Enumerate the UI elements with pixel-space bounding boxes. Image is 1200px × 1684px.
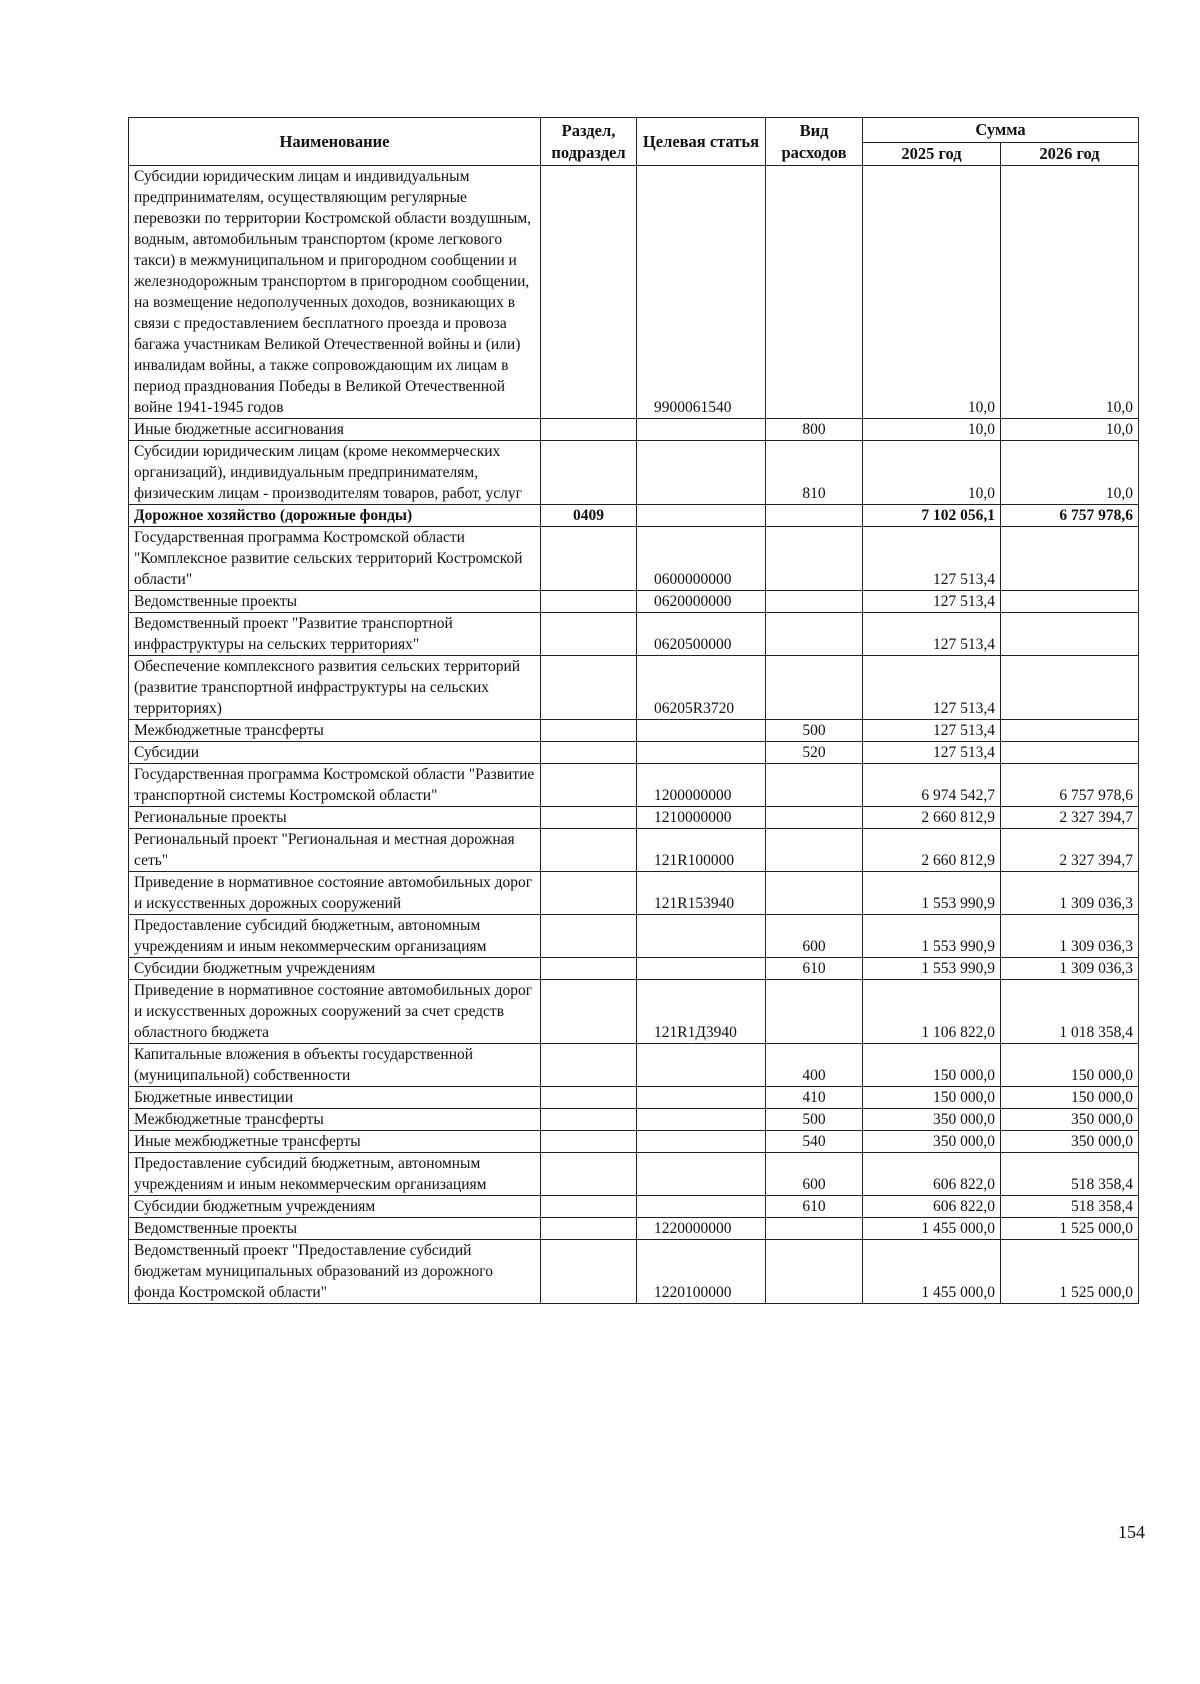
cell-y2026 [1001, 720, 1139, 742]
cell-name: Ведомственные проекты [129, 591, 541, 613]
cell-kind [766, 872, 863, 915]
cell-target: 1200000000 [637, 764, 766, 807]
cell-y2025: 350 000,0 [863, 1109, 1001, 1131]
cell-y2025: 1 553 990,9 [863, 872, 1001, 915]
cell-y2025: 1 455 000,0 [863, 1218, 1001, 1240]
cell-target: 06205R3720 [637, 656, 766, 720]
cell-y2026: 518 358,4 [1001, 1153, 1139, 1196]
cell-y2026: 150 000,0 [1001, 1087, 1139, 1109]
cell-target: 121R153940 [637, 872, 766, 915]
cell-y2026: 1 018 358,4 [1001, 980, 1139, 1044]
cell-y2026 [1001, 742, 1139, 764]
table-row [129, 720, 1139, 742]
cell-kind [766, 656, 863, 720]
cell-section: 0409 [541, 505, 637, 527]
cell-target: 0620000000 [637, 591, 766, 613]
cell-target: 0600000000 [637, 527, 766, 591]
cell-y2026: 2 327 394,7 [1001, 829, 1139, 872]
cell-kind [766, 613, 863, 656]
table-row [129, 1044, 1139, 1087]
cell-kind [766, 591, 863, 613]
cell-y2025: 1 455 000,0 [863, 1240, 1001, 1304]
cell-y2026: 10,0 [1001, 166, 1139, 419]
cell-kind: 500 [766, 720, 863, 742]
cell-section [541, 829, 637, 872]
cell-name: Региональный проект "Региональная и местная дорожная сеть" [129, 829, 541, 872]
cell-y2026: 2 327 394,7 [1001, 807, 1139, 829]
cell-target [637, 958, 766, 980]
cell-section [541, 1044, 637, 1087]
table-body [129, 166, 1139, 1304]
cell-y2026: 1 309 036,3 [1001, 872, 1139, 915]
cell-section [541, 742, 637, 764]
cell-y2025: 1 106 822,0 [863, 980, 1001, 1044]
cell-target [637, 742, 766, 764]
cell-name: Капитальные вложения в объекты государственной (муниципальной) собственности [129, 1044, 541, 1087]
cell-y2026: 150 000,0 [1001, 1044, 1139, 1087]
table-row [129, 527, 1139, 591]
cell-name: Субсидии юридическим лицам (кроме некоммерческих организаций), индивидуальным предпринимателям, физическим лицам - производителям товаров, работ, услуг [129, 441, 541, 505]
cell-section [541, 166, 637, 419]
header-name: Наименование [129, 118, 541, 166]
cell-target: 121R100000 [637, 829, 766, 872]
cell-y2025: 127 513,4 [863, 591, 1001, 613]
page-number: 154 [1118, 1522, 1145, 1542]
cell-name: Субсидии бюджетным учреждениям [129, 1196, 541, 1218]
table-row [129, 742, 1139, 764]
cell-kind: 610 [766, 1196, 863, 1218]
table-row [129, 441, 1139, 505]
table-row [129, 166, 1139, 419]
table-row [129, 1131, 1139, 1153]
cell-name: Региональные проекты [129, 807, 541, 829]
cell-name: Государственная программа Костромской области "Развитие транспортной системы Костромской области" [129, 764, 541, 807]
cell-y2025: 6 974 542,7 [863, 764, 1001, 807]
table-row [129, 1109, 1139, 1131]
cell-section [541, 1087, 637, 1109]
cell-y2026 [1001, 591, 1139, 613]
cell-kind: 520 [766, 742, 863, 764]
cell-kind: 500 [766, 1109, 863, 1131]
cell-target: 1220000000 [637, 1218, 766, 1240]
cell-target [637, 915, 766, 958]
table-row [129, 419, 1139, 441]
header-kind: Вид расходов [766, 118, 863, 166]
cell-section [541, 807, 637, 829]
cell-y2026 [1001, 527, 1139, 591]
cell-kind [766, 166, 863, 419]
cell-kind [766, 980, 863, 1044]
cell-y2025: 127 513,4 [863, 720, 1001, 742]
cell-name: Субсидии бюджетным учреждениям [129, 958, 541, 980]
cell-y2025: 127 513,4 [863, 656, 1001, 720]
header-section: Раздел, подраздел [541, 118, 637, 166]
table-row [129, 1240, 1139, 1304]
cell-kind: 410 [766, 1087, 863, 1109]
table-row [129, 591, 1139, 613]
cell-y2025: 150 000,0 [863, 1087, 1001, 1109]
cell-y2025: 2 660 812,9 [863, 807, 1001, 829]
cell-y2026: 6 757 978,6 [1001, 764, 1139, 807]
cell-name: Иные бюджетные ассигнования [129, 419, 541, 441]
cell-y2025: 127 513,4 [863, 613, 1001, 656]
cell-target [637, 1196, 766, 1218]
cell-y2026 [1001, 613, 1139, 656]
cell-section [541, 1196, 637, 1218]
cell-target: 121R1Д3940 [637, 980, 766, 1044]
cell-y2026: 10,0 [1001, 419, 1139, 441]
cell-target [637, 505, 766, 527]
cell-y2025: 10,0 [863, 419, 1001, 441]
cell-y2025: 10,0 [863, 166, 1001, 419]
cell-y2025: 7 102 056,1 [863, 505, 1001, 527]
cell-section [541, 958, 637, 980]
cell-section [541, 419, 637, 441]
table-row [129, 980, 1139, 1044]
cell-name: Бюджетные инвестиции [129, 1087, 541, 1109]
cell-name: Государственная программа Костромской области "Комплексное развитие сельских территорий Костромской области" [129, 527, 541, 591]
table-row [129, 1196, 1139, 1218]
budget-table [128, 117, 1139, 1304]
cell-y2026: 518 358,4 [1001, 1196, 1139, 1218]
table-row [129, 1218, 1139, 1240]
cell-target [637, 720, 766, 742]
cell-name: Дорожное хозяйство (дорожные фонды) [129, 505, 541, 527]
table-row [129, 613, 1139, 656]
cell-target [637, 1109, 766, 1131]
cell-target [637, 1087, 766, 1109]
cell-kind: 400 [766, 1044, 863, 1087]
cell-name: Межбюджетные трансферты [129, 720, 541, 742]
cell-y2025: 10,0 [863, 441, 1001, 505]
cell-target: 0620500000 [637, 613, 766, 656]
cell-target: 1210000000 [637, 807, 766, 829]
cell-section [541, 720, 637, 742]
cell-kind: 810 [766, 441, 863, 505]
table-row [129, 505, 1139, 527]
cell-section [541, 980, 637, 1044]
cell-kind: 800 [766, 419, 863, 441]
table-row [129, 872, 1139, 915]
cell-target [637, 1153, 766, 1196]
cell-section [541, 764, 637, 807]
cell-kind [766, 764, 863, 807]
cell-name: Субсидии [129, 742, 541, 764]
cell-y2026: 1 525 000,0 [1001, 1218, 1139, 1240]
cell-section [541, 872, 637, 915]
cell-y2026: 1 309 036,3 [1001, 915, 1139, 958]
cell-kind: 600 [766, 1153, 863, 1196]
cell-y2026: 6 757 978,6 [1001, 505, 1139, 527]
cell-name: Приведение в нормативное состояние автомобильных дорог и искусственных дорожных сооружений [129, 872, 541, 915]
cell-target: 1220100000 [637, 1240, 766, 1304]
cell-name: Ведомственные проекты [129, 1218, 541, 1240]
cell-kind [766, 527, 863, 591]
cell-y2025: 606 822,0 [863, 1153, 1001, 1196]
cell-y2026 [1001, 656, 1139, 720]
cell-kind [766, 829, 863, 872]
cell-kind: 540 [766, 1131, 863, 1153]
cell-section [541, 613, 637, 656]
cell-section [541, 1153, 637, 1196]
cell-target [637, 419, 766, 441]
cell-kind [766, 1240, 863, 1304]
cell-y2025: 1 553 990,9 [863, 958, 1001, 980]
cell-name: Ведомственный проект "Предоставление субсидий бюджетам муниципальных образований из дорожного фонда Костромской области" [129, 1240, 541, 1304]
cell-section [541, 441, 637, 505]
cell-y2026: 350 000,0 [1001, 1131, 1139, 1153]
cell-section [541, 1109, 637, 1131]
cell-y2025: 127 513,4 [863, 742, 1001, 764]
cell-name: Обеспечение комплексного развития сельских территорий (развитие транспортной инфраструктуры на сельских территориях) [129, 656, 541, 720]
table-header [129, 118, 1139, 166]
cell-target [637, 1044, 766, 1087]
cell-kind: 610 [766, 958, 863, 980]
cell-target [637, 441, 766, 505]
cell-section [541, 1131, 637, 1153]
cell-kind: 600 [766, 915, 863, 958]
cell-section [541, 527, 637, 591]
cell-y2025: 350 000,0 [863, 1131, 1001, 1153]
cell-section [541, 591, 637, 613]
cell-section [541, 915, 637, 958]
cell-section [541, 1240, 637, 1304]
table-row [129, 829, 1139, 872]
header-year-2025: 2025 год [863, 143, 1001, 166]
cell-kind [766, 807, 863, 829]
table-row [129, 764, 1139, 807]
document-page [128, 117, 1138, 1304]
cell-y2026: 1 525 000,0 [1001, 1240, 1139, 1304]
cell-y2025: 2 660 812,9 [863, 829, 1001, 872]
cell-target: 9900061540 [637, 166, 766, 419]
table-row [129, 807, 1139, 829]
cell-y2025: 127 513,4 [863, 527, 1001, 591]
table-row [129, 915, 1139, 958]
table-row [129, 656, 1139, 720]
table-row [129, 1087, 1139, 1109]
cell-name: Ведомственный проект "Развитие транспортной инфраструктуры на сельских территориях" [129, 613, 541, 656]
cell-kind [766, 1218, 863, 1240]
table-row [129, 1153, 1139, 1196]
cell-kind [766, 505, 863, 527]
cell-y2025: 150 000,0 [863, 1044, 1001, 1087]
cell-name: Приведение в нормативное состояние автомобильных дорог и искусственных дорожных сооружений за счет средств областного бюджета [129, 980, 541, 1044]
header-year-2026: 2026 год [1001, 143, 1139, 166]
cell-name: Иные межбюджетные трансферты [129, 1131, 541, 1153]
cell-y2025: 606 822,0 [863, 1196, 1001, 1218]
cell-name: Субсидии юридическим лицам и индивидуальным предпринимателям, осуществляющим регулярные перевозки по территории Костромской области воздушным, водным, автомобильным транспортом (кроме легкового такси) в межмуниципальном и пригородном сообщении и железнодорожным транспортом в пригородном сообщении, на возмещение недополученных доходов, возникающих в связи с предоставлением бесплатного проезда и провоза багажа участникам Великой Отечественной войны и (или) инвалидам войны, а также сопровождающим их лицам в период празднования Победы в Великой Отечественной войне 1941-1945 годов [129, 166, 541, 419]
header-target: Целевая статья [637, 118, 766, 166]
cell-name: Предоставление субсидий бюджетным, автономным учреждениям и иным некоммерческим организациям [129, 1153, 541, 1196]
cell-section [541, 656, 637, 720]
table-row [129, 958, 1139, 980]
cell-y2025: 1 553 990,9 [863, 915, 1001, 958]
cell-name: Межбюджетные трансферты [129, 1109, 541, 1131]
header-sum: Сумма [863, 118, 1139, 143]
cell-y2026: 1 309 036,3 [1001, 958, 1139, 980]
cell-target [637, 1131, 766, 1153]
cell-y2026: 10,0 [1001, 441, 1139, 505]
cell-section [541, 1218, 637, 1240]
cell-name: Предоставление субсидий бюджетным, автономным учреждениям и иным некоммерческим организациям [129, 915, 541, 958]
cell-y2026: 350 000,0 [1001, 1109, 1139, 1131]
